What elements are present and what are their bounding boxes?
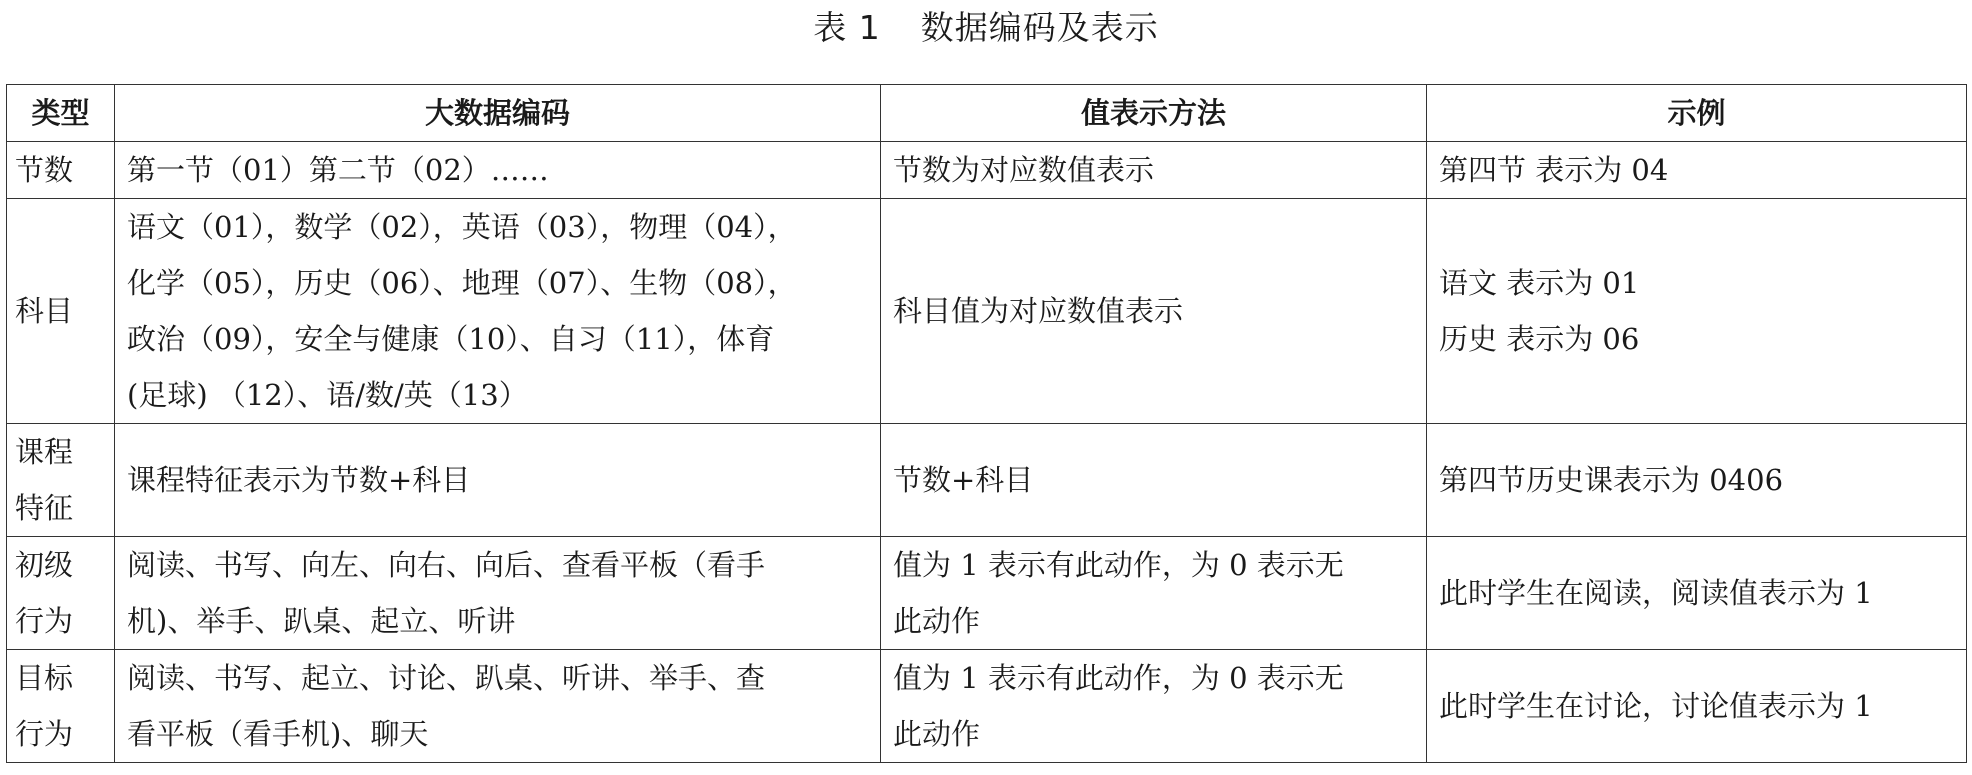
cell-line: 第四节历史课表示为 0406	[1439, 463, 1784, 497]
cell-line: 初级	[15, 548, 74, 582]
cell-code	[115, 537, 881, 650]
cell-line: 值为 1 表示有此动作，为 0 表示无	[893, 548, 1344, 582]
header-method: 值表示方法	[881, 85, 1427, 142]
cell-line: 语文 表示为 01	[1439, 266, 1640, 300]
cell-line: 历史 表示为 06	[1439, 322, 1640, 356]
cell-line: 阅读、书写、向左、向右、向后、查看平板（看手	[127, 548, 766, 582]
cell-line: 特征	[15, 491, 74, 525]
data-encoding-table	[6, 84, 1967, 763]
cell-type	[7, 650, 115, 763]
header-example: 示例	[1427, 85, 1967, 142]
cell-example	[1427, 199, 1967, 424]
cell-line: 阅读、书写、起立、讨论、趴桌、听讲、举手、查	[127, 661, 766, 695]
cell-type	[7, 142, 115, 199]
cell-line: 行为	[15, 717, 74, 751]
cell-example	[1427, 537, 1967, 650]
cell-example	[1427, 142, 1967, 199]
cell-method	[881, 650, 1427, 763]
cell-line: 节数+科目	[893, 463, 1034, 497]
table-row	[7, 650, 1967, 763]
table-caption	[0, 4, 1972, 52]
cell-type	[7, 199, 115, 424]
cell-line: 课程特征表示为节数+科目	[127, 463, 471, 497]
cell-type	[7, 424, 115, 537]
cell-line: 此动作	[893, 717, 981, 751]
cell-example	[1427, 650, 1967, 763]
cell-line: 行为	[15, 604, 74, 638]
table-row	[7, 142, 1967, 199]
cell-code	[115, 199, 881, 424]
cell-line: 节数为对应数值表示	[893, 153, 1155, 187]
cell-line: 此时学生在阅读，阅读值表示为 1	[1439, 576, 1873, 610]
cell-line: 机)、举手、趴桌、起立、听讲	[127, 604, 516, 638]
table-row	[7, 537, 1967, 650]
cell-line: 政治（09），安全与健康（10）、自习（11），体育	[127, 322, 775, 356]
header-code: 大数据编码	[115, 85, 881, 142]
cell-line: 第四节 表示为 04	[1439, 153, 1669, 187]
table-header-row	[7, 85, 1967, 142]
header-type: 类型	[7, 85, 115, 142]
cell-method	[881, 424, 1427, 537]
cell-line: 值为 1 表示有此动作，为 0 表示无	[893, 661, 1344, 695]
cell-method	[881, 199, 1427, 424]
cell-line: 第一节（01）第二节（02）……	[127, 153, 549, 187]
cell-line: 此动作	[893, 604, 981, 638]
cell-example	[1427, 424, 1967, 537]
cell-code	[115, 650, 881, 763]
cell-line: 科目值为对应数值表示	[893, 294, 1184, 328]
table-row	[7, 199, 1967, 424]
cell-line: 节数	[15, 153, 74, 187]
cell-line: 科目	[15, 294, 74, 328]
cell-method	[881, 537, 1427, 650]
cell-line: 语文（01），数学（02），英语（03），物理（04），	[127, 210, 797, 244]
cell-method	[881, 142, 1427, 199]
cell-line: (足球) （12）、语/数/英（13）	[127, 378, 528, 412]
cell-line: 化学（05），历史（06）、地理（07）、生物（08），	[127, 266, 797, 300]
cell-line: 课程	[15, 435, 74, 469]
cell-line: 此时学生在讨论，讨论值表示为 1	[1439, 689, 1873, 723]
table-row	[7, 424, 1967, 537]
table-caption-title: 数据编码及表示	[920, 8, 1159, 47]
cell-code	[115, 142, 881, 199]
table-caption-label: 表 1	[813, 8, 881, 47]
cell-line: 看平板（看手机)、聊天	[127, 717, 429, 751]
cell-type	[7, 537, 115, 650]
cell-line: 目标	[15, 661, 74, 695]
cell-code	[115, 424, 881, 537]
